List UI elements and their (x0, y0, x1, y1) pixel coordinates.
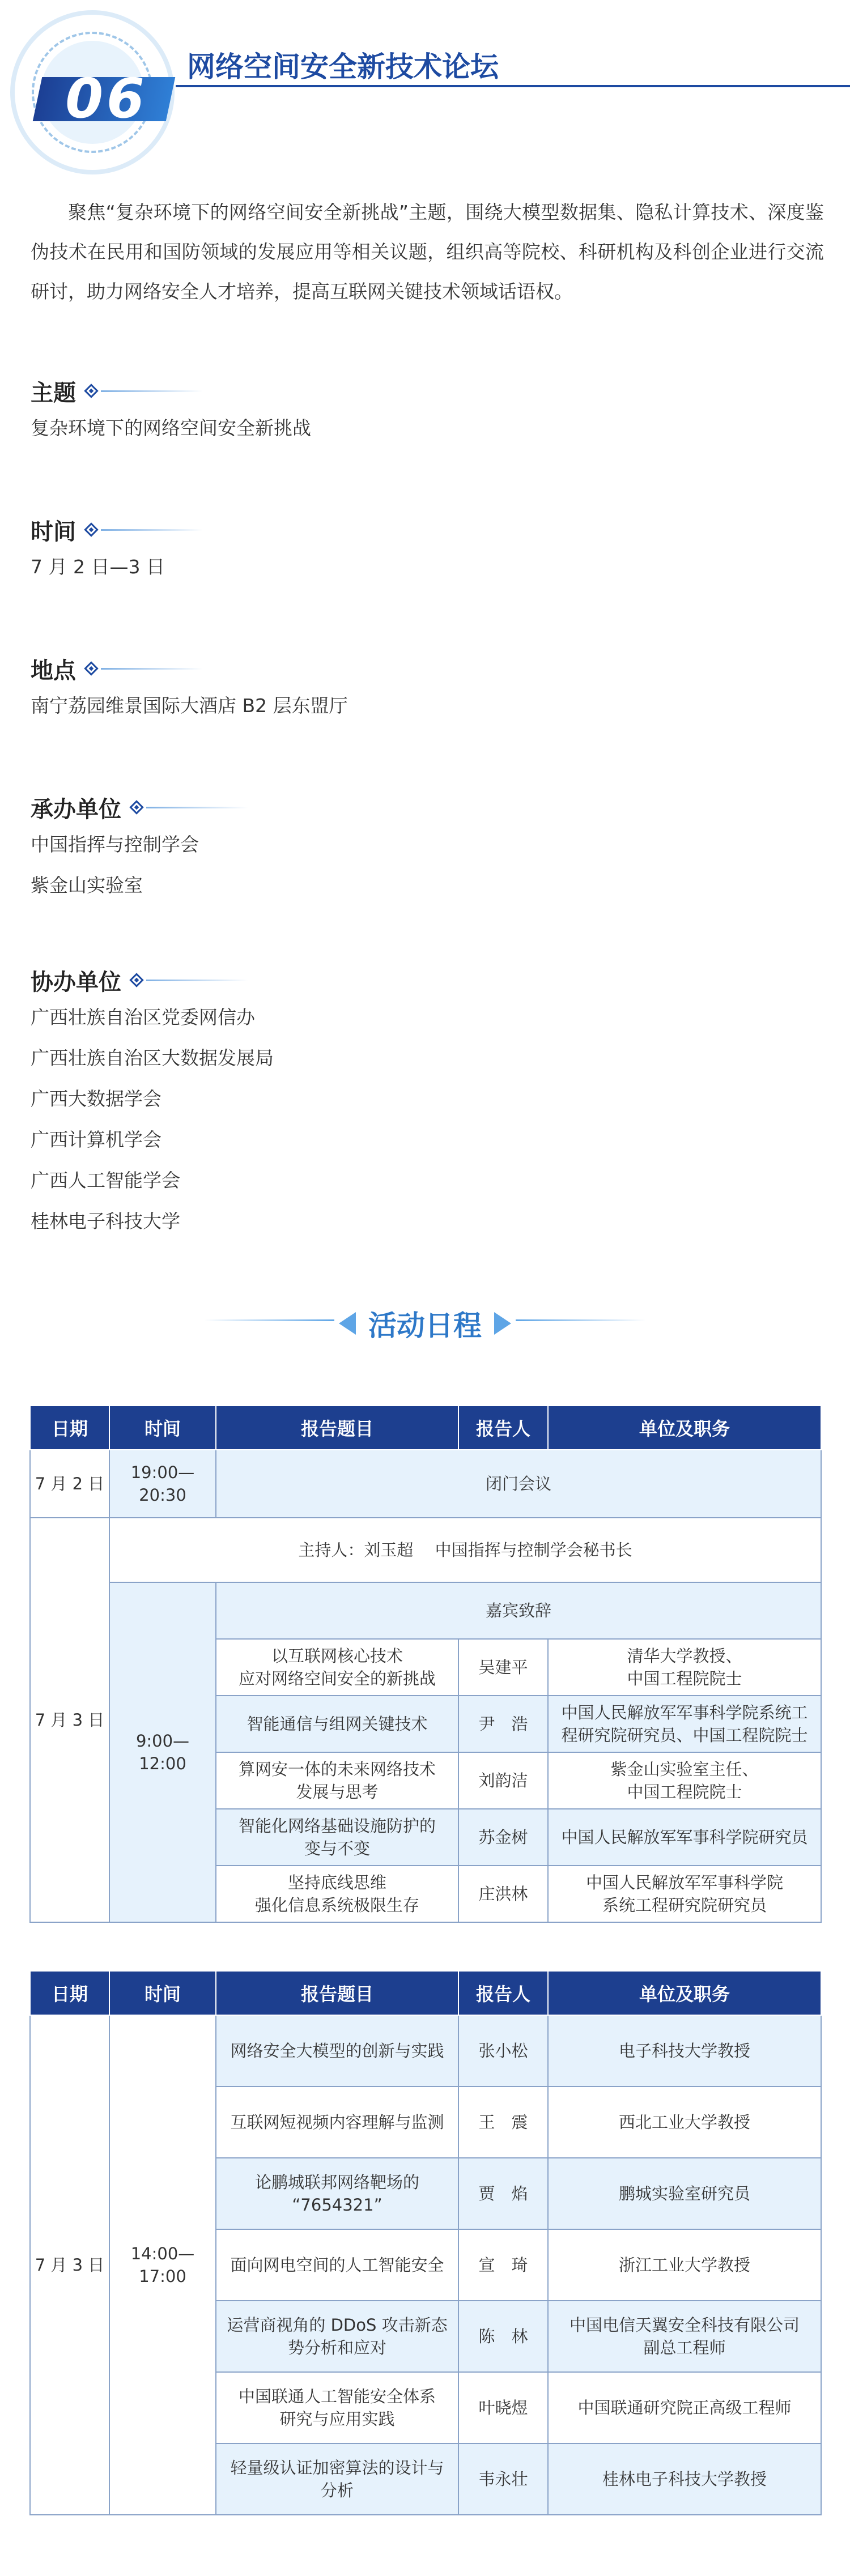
time-cell: 19:00—20:30 (109, 1450, 216, 1518)
speaker-cell: 韦永壮 (458, 2443, 548, 2515)
section-value: 广西人工智能学会 (31, 1169, 180, 1191)
topic-cell (216, 2443, 458, 2515)
org-cell (548, 1866, 821, 1922)
topic-line: 论鹏城联邦网络靶场的 (254, 2173, 419, 2192)
schedule-title: 活动日程 (368, 1309, 482, 1342)
diamond-icon (129, 800, 143, 814)
topic-line: 发展与思考 (296, 1782, 379, 1802)
section-heading: 承办单位 (31, 796, 121, 823)
org-line: 系统工程研究院研究员 (602, 1896, 767, 1915)
topic-line: 应对网络空间安全的新挑战 (238, 1669, 436, 1688)
diamond-icon (84, 384, 98, 398)
section-value: 中国指挥与控制学会 (31, 833, 199, 855)
table-row (30, 1582, 821, 1639)
topic-cell (216, 2087, 458, 2158)
time-cell: 14:00—17:00 (109, 2015, 216, 2515)
topic-line: 以互联网核心技术 (271, 1646, 403, 1666)
org-line: 桂林电子科技大学教授 (602, 2469, 767, 2489)
schedule-table-2 (29, 1970, 822, 2515)
col-time: 时间 (109, 1971, 216, 2015)
org-line: 中国联通研究院正高级工程师 (577, 2398, 792, 2417)
org-cell (548, 1696, 821, 1752)
section-co-organizer (31, 963, 824, 1242)
speaker-cell: 宣 琦 (458, 2229, 548, 2301)
org-line: 清华大学教授、 (627, 1646, 742, 1666)
section-time (31, 513, 824, 587)
section-heading: 主题 (31, 380, 76, 406)
topic-line: 互联网短视频内容理解与监测 (230, 2113, 444, 2132)
org-cell (548, 2443, 821, 2515)
topic-cell (216, 2301, 458, 2372)
topic-cell (216, 2158, 458, 2229)
diamond-icon (129, 973, 143, 987)
org-cell (548, 2015, 821, 2087)
heading-line (101, 529, 203, 531)
speaker-cell: 苏金树 (458, 1809, 548, 1866)
topic-line: 智能化网络基础设施防护的 (238, 1816, 436, 1836)
topic-line: 轻量级认证加密算法的设计与 (230, 2458, 444, 2477)
date-cell: 7 月 2 日 (30, 1450, 109, 1518)
speaker-cell: 庄洪林 (458, 1866, 548, 1922)
speaker-cell: 吴建平 (458, 1639, 548, 1696)
section-number-badge (10, 10, 175, 174)
org-line: 电子科技大学教授 (618, 2041, 750, 2060)
heading-line (146, 807, 248, 808)
topic-cell (216, 1639, 458, 1696)
table-header-row (30, 1406, 821, 1450)
org-line: 中国工程院院士 (627, 1669, 742, 1688)
org-line: 中国人民解放军军事科学院系统工 (561, 1703, 808, 1722)
section-value: 广西大数据学会 (31, 1088, 162, 1110)
org-cell (548, 2087, 821, 2158)
triangle-left-icon (339, 1312, 356, 1335)
topic-line: 算网安一体的未来网络技术 (238, 1760, 436, 1779)
section-organizer (31, 790, 824, 906)
speaker-cell: 王 震 (458, 2087, 548, 2158)
topic-cell (216, 1866, 458, 1922)
topic-line: 运营商视角的 DDoS 攻击新态 (227, 2315, 448, 2335)
title-rule (176, 85, 850, 87)
schedule-table-1 (29, 1405, 822, 1923)
topic-line: 研究与应用实践 (279, 2409, 395, 2429)
col-speaker: 报告人 (458, 1971, 548, 2015)
page-title: 网络空间安全新技术论坛 (187, 50, 499, 83)
heading-line (101, 390, 203, 392)
intro-paragraph: 聚焦“复杂环境下的网络空间安全新挑战”主题，围绕大模型数据集、隐私计算技术、深度鉴伪技术在民用和国防领域的发展应用等相关议题，组织高等院校、科研机构及科创企业进行交流研讨，助力网络安全人才培养，提高互联网关键技术领域话语权。 (31, 201, 824, 303)
host-cell: 主持人：刘玉超 中国指挥与控制学会秘书长 (109, 1518, 821, 1582)
org-cell (548, 2158, 821, 2229)
section-value: 桂林电子科技大学 (31, 1210, 180, 1232)
section-value: 广西壮族自治区党委网信办 (31, 1006, 255, 1028)
section-value: 广西计算机学会 (31, 1129, 162, 1151)
org-line: 浙江工业大学教授 (618, 2255, 750, 2275)
org-line: 鹏城实验室研究员 (618, 2184, 750, 2203)
org-line: 副总工程师 (643, 2338, 726, 2357)
org-cell (548, 2372, 821, 2443)
topic-cell (216, 1752, 458, 1809)
date-cell: 7 月 3 日 (30, 2015, 109, 2515)
topic-cell (216, 1696, 458, 1752)
welcome-cell: 嘉宾致辞 (216, 1582, 821, 1639)
org-line: 中国人民解放军军事科学院研究员 (561, 1828, 808, 1847)
col-date: 日期 (30, 1406, 109, 1450)
topic-line: 面向网电空间的人工智能安全 (230, 2255, 444, 2275)
topic-line: 智能通信与组网关键技术 (246, 1714, 428, 1734)
section-value: 紫金山实验室 (31, 874, 143, 896)
diamond-icon (84, 522, 98, 537)
topic-line: 变与不变 (304, 1839, 370, 1858)
section-value: 广西壮族自治区大数据发展局 (31, 1047, 274, 1069)
section-heading: 时间 (31, 518, 76, 545)
schedule-header (0, 1303, 850, 1344)
triangle-right-icon (494, 1312, 511, 1335)
org-line: 中国人民解放军军事科学院 (585, 1873, 783, 1892)
section-number: 06 (65, 67, 148, 130)
org-line: 紫金山实验室主任、 (610, 1760, 759, 1779)
section-heading: 地点 (31, 657, 76, 684)
org-cell (548, 1752, 821, 1809)
table-row (30, 1450, 821, 1518)
org-line: 中国工程院院士 (627, 1782, 742, 1802)
topic-line: 势分析和应对 (287, 2338, 386, 2357)
heading-line (101, 668, 203, 670)
date-cell: 7 月 3 日 (30, 1518, 109, 1922)
header (0, 0, 850, 181)
event-cell: 闭门会议 (216, 1450, 821, 1518)
speaker-cell: 叶晓煜 (458, 2372, 548, 2443)
topic-cell (216, 2229, 458, 2301)
col-org: 单位及职务 (548, 1406, 821, 1450)
section-heading: 协办单位 (31, 969, 121, 995)
col-org: 单位及职务 (548, 1971, 821, 2015)
col-topic: 报告题目 (216, 1406, 458, 1450)
section-venue (31, 652, 824, 726)
section-value: 7 月 2 日—3 日 (31, 556, 165, 578)
org-cell (548, 2301, 821, 2372)
topic-line: 分析 (320, 2481, 354, 2500)
org-cell (548, 2229, 821, 2301)
table-row (30, 2015, 821, 2087)
section-value: 南宁荔园维景国际大酒店 B2 层东盟厅 (31, 695, 348, 717)
speaker-cell: 贾 焰 (458, 2158, 548, 2229)
col-date: 日期 (30, 1971, 109, 2015)
topic-cell (216, 1809, 458, 1866)
col-topic: 报告题目 (216, 1971, 458, 2015)
topic-line: 强化信息系统极限生存 (254, 1896, 419, 1915)
section-value: 复杂环境下的网络空间安全新挑战 (31, 417, 311, 439)
topic-line: 坚持底线思维 (287, 1873, 386, 1892)
speaker-cell: 尹 浩 (458, 1696, 548, 1752)
table-row (30, 1518, 821, 1582)
table-header-row (30, 1971, 821, 2015)
speaker-cell: 刘韵洁 (458, 1752, 548, 1809)
org-cell (548, 1809, 821, 1866)
diamond-icon (84, 661, 98, 675)
org-cell (548, 1639, 821, 1696)
topic-cell (216, 2015, 458, 2087)
org-line: 西北工业大学教授 (618, 2113, 750, 2132)
time-cell: 9:00—12:00 (109, 1582, 216, 1922)
topic-line: 中国联通人工智能安全体系 (238, 2387, 436, 2406)
heading-line (146, 980, 248, 981)
speaker-cell: 张小松 (458, 2015, 548, 2087)
topic-line: 网络安全大模型的创新与实践 (230, 2041, 444, 2060)
topic-line: “7654321” (292, 2195, 382, 2215)
org-line: 程研究院研究员、中国工程院院士 (561, 1726, 808, 1745)
topic-cell (216, 2372, 458, 2443)
col-speaker: 报告人 (458, 1406, 548, 1450)
org-line: 中国电信天翼安全科技有限公司 (569, 2315, 800, 2335)
section-theme (31, 374, 824, 449)
speaker-cell: 陈 林 (458, 2301, 548, 2372)
col-time: 时间 (109, 1406, 216, 1450)
